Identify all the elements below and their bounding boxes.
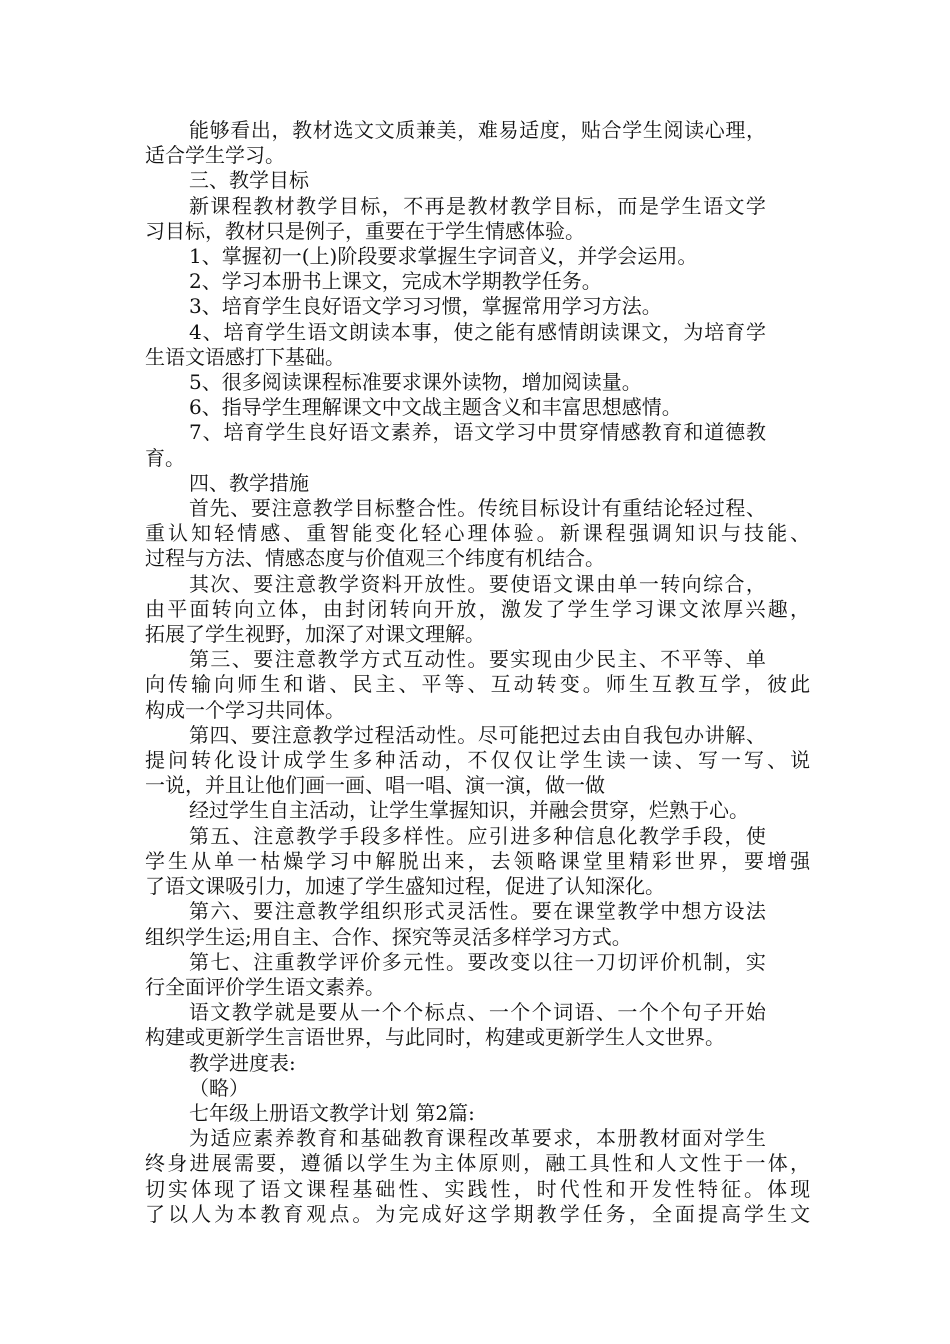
text-line: 四、教学措施 [189, 470, 309, 495]
text-line: 组织学生运;用自主、合作、探究等灵活多样学习方式。 [145, 924, 632, 949]
text-line: 构成一个学习共同体。 [145, 697, 345, 722]
text-line: 了以人为本教育观点。为完成好这学期教学任务，全面提高学生文 [145, 1201, 814, 1226]
text-line: 7、培育学生良好语文素养，语文学习中贯穿情感教育和道德教 [189, 420, 767, 445]
text-line: 5、很多阅读课程标准要求课外读物，增加阅读量。 [189, 370, 642, 395]
text-line: 1、掌握初一(上)阶段要求掌握生字词音义，并学会运用。 [189, 244, 698, 269]
text-line: 拓展了学生视野，加深了对课文理解。 [145, 622, 485, 647]
text-line: 重认知轻情感、重智能变化轻心理体验。新课程强调知识与技能、 [145, 521, 814, 546]
text-line: 由平面转向立体，由封闭转向开放，激发了学生学习课文浓厚兴趣， [145, 596, 813, 621]
text-line: （略） [189, 1075, 249, 1100]
text-line: 3、培育学生良好语文学习习惯，掌握常用学习方法。 [189, 294, 662, 319]
text-line: 第五、注意教学手段多样性。应引进多种信息化教学手段，使 [189, 823, 768, 848]
text-line: 过程与方法、情感态度与价值观三个纬度有机结合。 [145, 546, 605, 571]
text-line: 4、培育学生语文朗读本事，使之能有感情朗读课文，为培育学 [189, 319, 767, 344]
text-line: 经过学生自主活动，让学生掌握知识，并融会贯穿，烂熟于心。 [189, 798, 749, 823]
text-line: 首先、要注意教学目标整合性。传统目标设计有重结论轻过程、 [189, 496, 767, 521]
text-line: 第六、要注意教学组织形式灵活性。要在课堂教学中想方设法 [189, 899, 768, 924]
text-line: 教学进度表: [189, 1050, 296, 1075]
text-line: 了语文课吸引力，加速了学生盛知过程，促进了认知深化。 [145, 874, 665, 899]
text-line: 为适应素养教育和基础教育课程改革要求，本册教材面对学生 [189, 1126, 768, 1151]
text-line: 2、学习本册书上课文，完成木学期教学任务。 [189, 269, 602, 294]
text-line: 其次、要注意教学资料开放性。要使语文课由单一转向综合， [189, 571, 768, 596]
text-line: 适合学生学习。 [145, 143, 285, 168]
text-line: 语文教学就是要从一个个标点、一个个词语、一个个句子开始 [189, 1000, 768, 1025]
text-line: 6、指导学生理解课文中文战主题含义和丰富思想感情。 [189, 395, 682, 420]
text-line: 七年级上册语文教学计划 第2篇: [189, 1100, 475, 1125]
text-line: 学生从单一枯燥学习中解脱出来，去领略课堂里精彩世界，要增强 [145, 848, 814, 873]
text-line: 生语文语感打下基础。 [145, 344, 345, 369]
text-line: 三、教学目标 [189, 168, 309, 193]
text-line: 向传输向师生和谐、民主、平等、互动转变。师生互教互学，彼此 [145, 672, 814, 697]
text-line: 育。 [145, 445, 185, 470]
document-page [145, 118, 814, 1227]
text-line: 能够看出，教材选文文质兼美，难易适度，贴合学生阅读心理， [189, 118, 767, 142]
text-line: 第七、注重教学评价多元性。要改变以往一刀切评价机制，实 [189, 949, 768, 974]
text-line: 习目标，教材只是例子，重要在于学生情感体验。 [145, 218, 585, 243]
text-line: 提问转化设计成学生多种活动，不仅仅让学生读一读、写一写、说 [145, 748, 814, 773]
text-line: 终身进展需要，遵循以学生为主体原则，融工具性和人文性于一体， [145, 1151, 813, 1176]
text-line: 构建或更新学生言语世界，与此同时，构建或更新学生人文世界。 [145, 1025, 725, 1050]
text-line: 第三、要注意教学方式互动性。要实现由少民主、不平等、单 [189, 647, 768, 672]
text-line: 新课程教材教学目标，不再是教材教学目标，而是学生语文学 [189, 193, 768, 218]
text-line: 切实体现了语文课程基础性、实践性，时代性和开发性特征。体现 [145, 1176, 814, 1201]
text-line: 一说，并且让他们画一画、唱一唱、演一演，做一做 [145, 773, 605, 798]
text-line: 第四、要注意教学过程活动性。尽可能把过去由自我包办讲解、 [189, 722, 767, 747]
text-line: 行全面评价学生语文素养。 [145, 974, 385, 999]
